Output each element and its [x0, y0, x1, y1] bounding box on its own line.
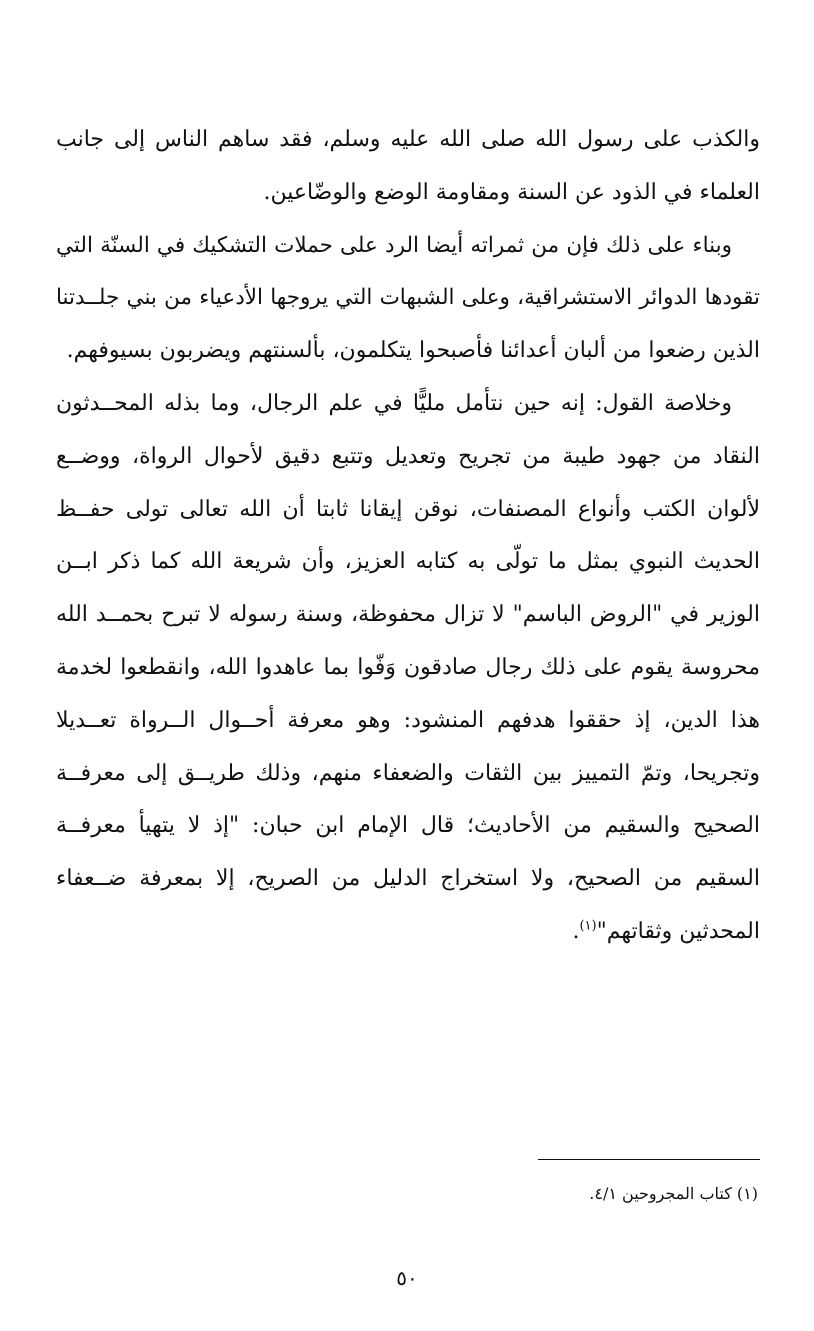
text-line: الحديث النبوي بمثل ما تولّى به كتابه العزيز، وأن شريعة الله كما ذكر ابــن: [56, 549, 760, 575]
text-line: وبناء على ذلك فإن من ثمراته أيضا الرد على حملات التشكيك في السنّة التي: [56, 232, 732, 258]
text-line: وخلاصة القول: إنه حين نتأمل مليًّا في علم الرجال، وما بذله المحــدثون: [56, 390, 732, 416]
footnote-separator: [538, 1159, 760, 1160]
text-line: الذين رضعوا من ألبان أعدائنا فأصبحوا يتكلمون، بألسنتهم ويضربون بسيوفهم.: [66, 338, 760, 364]
text-line: الوزير في "الروض الباسم" لا تزال محفوظة، وسنة رسوله لا تبرح بحمــد الله: [56, 602, 760, 628]
sentence-end-mark: .: [572, 918, 580, 944]
text-line: الصحيح والسقيم من الأحاديث؛ قال الإمام ابن حبان: "إذ لا يتهيأ معرفــة: [56, 813, 760, 839]
text-line: العلماء في الذود عن السنة ومقاومة الوضع والوضّاعين.: [263, 179, 760, 205]
text-line: النقاد من جهود طيبة من تجريح وتعديل وتتبع دقيق لأحوال الرواة، ووضــع: [56, 443, 760, 469]
text-line-final: [56, 910, 760, 963]
text-line: السقيم من الصحيح، ولا استخراج الدليل من الصريح، إلا بمعرفة ضــعفاء: [56, 866, 760, 892]
text-line-final-content: المحدثين وثقاتهم": [596, 918, 760, 944]
main-text: [56, 118, 760, 963]
text-line: هذا الدين، إذ حققوا هدفهم المنشود: وهو معرفة أحــوال الــرواة تعــديلا: [56, 707, 760, 733]
text-line: تقودها الدوائر الاستشراقية، وعلى الشبهات التي يروجها الأدعياء من بني جلــدتنا: [56, 285, 760, 311]
footnote-reference[interactable]: (١): [579, 918, 597, 934]
page-number: ٥٠: [396, 1266, 418, 1290]
text-line: وتجريحا، وتمّ التمييز بين الثقات والضعفاء منهم، وذلك طريــق إلى معرفــة: [56, 760, 760, 786]
text-line: والكذب على رسول الله صلى الله عليه وسلم، فقد ساهم الناس إلى جانب: [56, 127, 760, 152]
text-line: محروسة يقوم على ذلك رجال صادقون وَفّوا بما عاهدوا الله، وانقطعوا لخدمة: [56, 654, 760, 680]
text-line: لألوان الكتب وأنواع المصنفات، نوقن إيقانا ثابتا أن الله تعالى تولى حفــظ: [56, 496, 760, 522]
footnote: (١) كتاب المجروحين ٤/١.: [589, 1184, 758, 1203]
